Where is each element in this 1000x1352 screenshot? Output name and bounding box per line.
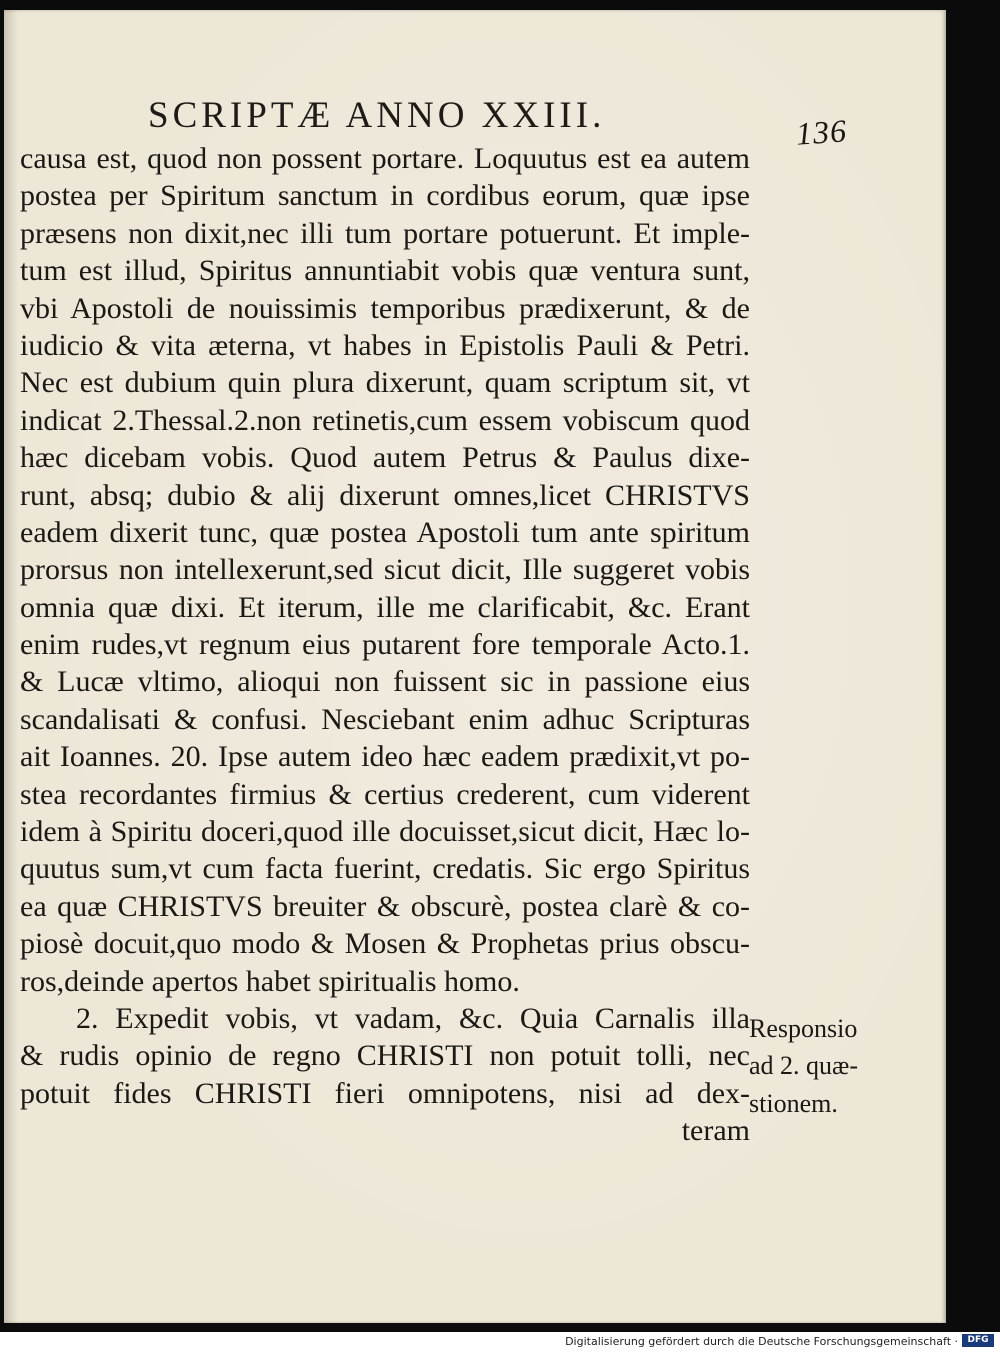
book-page [4,10,946,1323]
marginal-note-line: stionem. [749,1088,838,1118]
page-body [20,140,750,1150]
text-line: Nec est dubium quin plura dixerunt, quam scriptum sit, vt [20,366,750,400]
text-line: tum est illud, Spiritus annuntiabit vobis quæ ventura sunt, [20,254,750,288]
running-header: SCRIPTÆ ANNO XXIII. [148,95,606,136]
text-line: vbi Apostoli de nouissimis temporibus prædixerunt, & de [20,291,750,325]
text-line: enim rudes,vt regnum eius putarent fore temporale Acto.1. [20,628,750,662]
text-line: piosè docuit,quo modo & Mosen & Prophetas prius obscu- [20,927,750,961]
page-number: 136 [794,112,849,152]
text-line: ea quæ CHRISTVS breuiter & obscurè, postea clarè & co- [20,889,750,923]
text-line: runt, absq; dubio & alij dixerunt omnes,licet CHRISTVS [20,478,750,512]
text-line: & rudis opinio de regno CHRISTI non potuit tolli, nec [20,1039,750,1073]
text-line: quutus sum,vt cum facta fuerint, credatis. Sic ergo Spiritus [20,852,750,886]
text-line: causa est, quod non possent portare. Loquutus est ea autem [20,142,750,175]
text-line: indicat 2.Thessal.2.non retinetis,cum essem vobiscum quod [20,403,750,437]
funding-credit: Digitalisierung gefördert durch die Deutsche Forschungsgemeinschaft · [565,1335,958,1348]
text-line: præsens non dixit,nec illi tum portare potuerunt. Et imple- [20,216,750,250]
text-line: omnia quæ dixi. Et iterum, ille me clarificabit, &c. Erant [20,590,750,624]
text-line: iudicio & vita æterna, vt habes in Epistolis Pauli & Petri. [20,328,750,362]
text-line: ros,deinde apertos habet spiritualis homo. [20,964,520,998]
text-line: & Lucæ vltimo, alioqui non fuissent sic in passione eius [20,665,750,699]
marginal-note [749,1010,869,1122]
marginal-note-line: ad 2. quæ- [749,1051,859,1081]
text-line: scandalisati & confusi. Nesciebant enim adhuc Scripturas [20,702,750,736]
dfg-logo-icon: DFG [962,1334,994,1347]
text-line: ait Ioannes. 20. Ipse autem ideo hæc eadem prædixit,vt po- [20,740,750,774]
text-line: idem à Spiritu doceri,quod ille docuisset,sicut dicit, Hæc lo- [20,815,750,849]
marginal-note-line: Responsio [749,1014,858,1043]
text-line: potuit fides CHRISTI fieri omnipotens, nisi ad dex- [20,1076,750,1110]
text-line: eadem dixerit tunc, quæ postea Apostoli tum ante spiritum [20,515,750,549]
text-line: stea recordantes firmius & certius crederent, cum viderent [20,777,750,811]
catchword: teram [681,1114,750,1148]
paragraph-start-line: 2. Expedit vobis, vt vadam, &c. Quia Carnalis illa [76,1001,750,1035]
text-line: prorsus non intellexerunt,sed sicut dicit, Ille suggeret vobis [20,553,750,587]
text-line: postea per Spiritum sanctum in cordibus eorum, quæ ipse [20,179,750,213]
text-line: hæc dicebam vobis. Quod autem Petrus & Paulus dixe- [20,441,750,475]
